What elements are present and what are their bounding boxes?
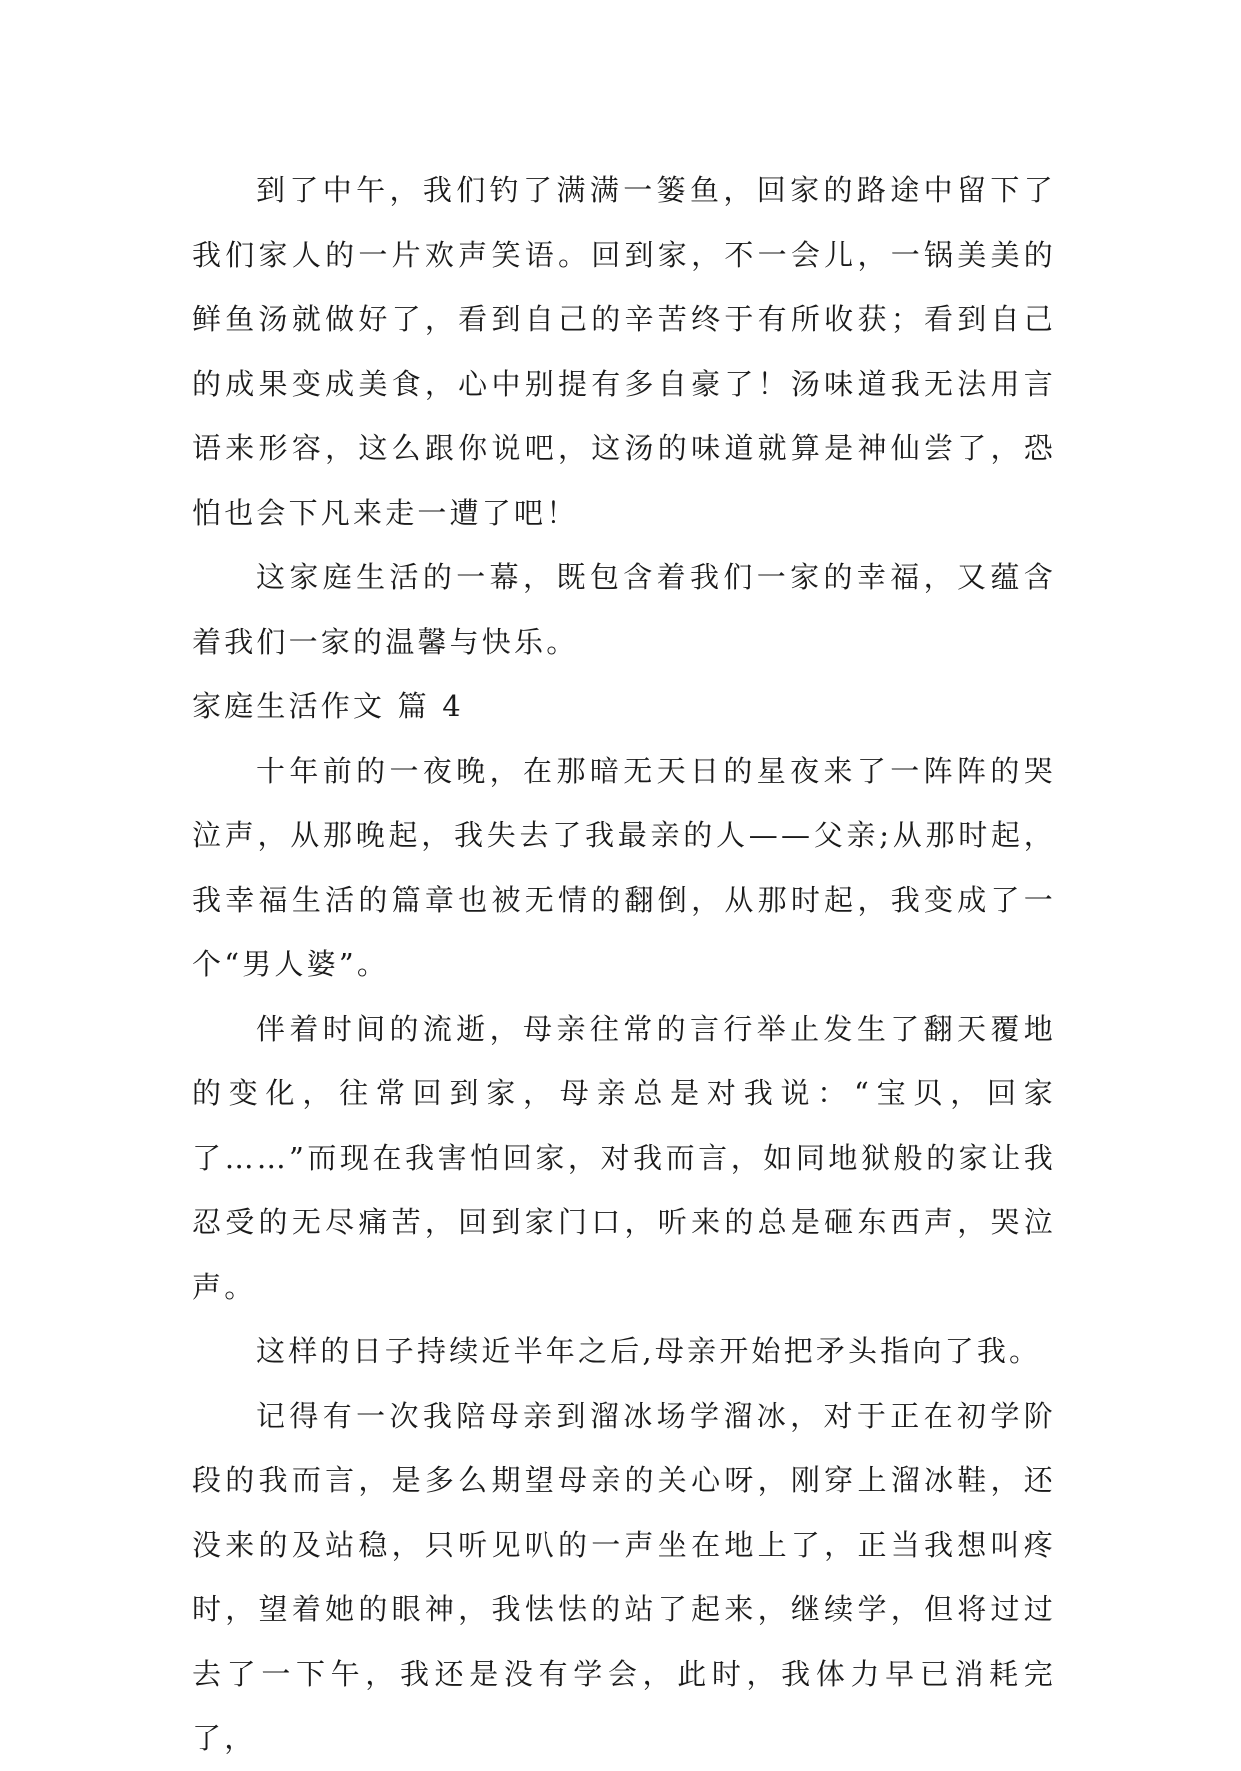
section-heading: 家庭生活作文 篇 4: [192, 689, 464, 723]
paragraph-ice-skating: 记得有一次我陪母亲到溜冰场学溜冰，对于正在初学阶段的我而言，是多么期望母亲的关心呀，刚穿上溜冰鞋，还没来的及站稳，只听见叭的一声坐在地上了，正当我想叫疼时，望着她的眼神，我怯怯的站了起来，继续学，但将过过去了一下午，我还是没有学会，此时，我体力早已消耗完了，: [192, 1398, 1056, 1755]
paragraph-father-loss: 十年前的一夜晚，在那暗无天日的星夜来了一阵阵的哭泣声，从那晚起，我失去了我最亲的人——父亲;从那时起，我幸福生活的篇章也被无情的翻倒，从那时起，我变成了一个“男人婆”。: [192, 753, 1056, 981]
paragraph-half-year: 这样的日子持续近半年之后,母亲开始把矛头指向了我。: [256, 1334, 1042, 1368]
paragraph-family-scene: 这家庭生活的一幕，既包含着我们一家的幸福，又蕴含着我们一家的温馨与快乐。: [192, 560, 1056, 659]
document-page: [192, 158, 1056, 1771]
paragraph-mother-change: 伴着时间的流逝，母亲往常的言行举止发生了翻天覆地的变化，往常回到家，母亲总是对我说：“宝贝，回家了……”而现在我害怕回家，对我而言，如同地狱般的家让我忍受的无尽痛苦，回到家门口，听来的总是砸东西声，哭泣声。: [192, 1011, 1056, 1304]
paragraph-fishing-return: 到了中午，我们钓了满满一篓鱼，回家的路途中留下了我们家人的一片欢声笑语。回到家，不一会儿，一锅美美的鲜鱼汤就做好了，看到自己的辛苦终于有所收获；看到自己的成果变成美食，心中别提有多自豪了！汤味道我无法用言语来形容，这么跟你说吧，这汤的味道就算是神仙尝了，恐怕也会下凡来走一遭了吧！: [192, 173, 1056, 530]
